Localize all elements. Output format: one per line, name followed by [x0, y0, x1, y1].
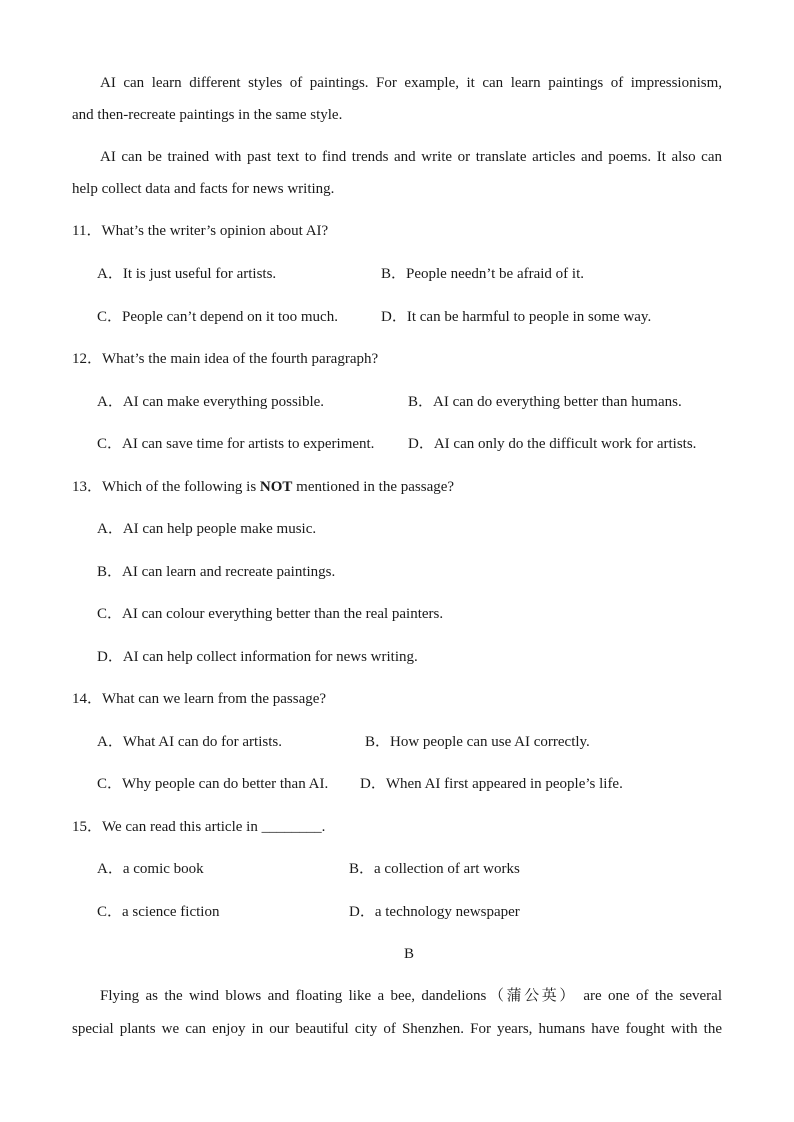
option-label: C． [97, 436, 123, 452]
option-text: People can’t depend on it too much. [122, 309, 338, 325]
question-text: What can we learn from the passage? [102, 691, 327, 707]
option-text: When AI first appeared in people’s life. [385, 776, 623, 792]
option-15-b[interactable] [349, 859, 520, 879]
option-text: It can be harmful to people in some way. [406, 309, 652, 325]
option-13-d[interactable] [97, 647, 418, 667]
question-text-after: mentioned in the passage? [292, 479, 455, 495]
option-label: A． [97, 861, 123, 877]
option-12-a[interactable] [97, 392, 324, 412]
option-text: AI can help collect information for news writing. [122, 649, 418, 665]
option-text: AI can learn and recreate paintings. [122, 564, 336, 580]
question-number: 11． [72, 223, 102, 239]
option-text: AI can make everything possible. [122, 394, 325, 410]
question-number: 15． [72, 819, 103, 835]
section-b-heading: B [403, 946, 414, 962]
passage-a-p1-line2: and then-recreate paintings in the same style. [72, 107, 343, 123]
section-b-line1: Flying as the wind blows and floating like a bee, dandelions（蒲公英） are one of the several [100, 988, 722, 1004]
question-12-stem [72, 349, 378, 369]
option-text: AI can do everything better than humans. [433, 394, 682, 410]
option-text: Why people can do better than AI. [122, 776, 329, 792]
option-13-c[interactable] [97, 604, 443, 624]
option-label: D． [408, 436, 434, 452]
option-label: C． [97, 606, 123, 622]
question-13-stem [72, 477, 454, 497]
option-label: D． [381, 309, 407, 325]
option-15-a[interactable] [97, 859, 204, 879]
option-label: D． [360, 776, 386, 792]
option-text: AI can help people make music. [122, 521, 317, 537]
option-label: B． [408, 394, 434, 410]
passage-a-p2-line2: help collect data and facts for news writing. [72, 181, 335, 197]
option-text: a comic book [122, 861, 204, 877]
option-11-a[interactable] [97, 264, 276, 284]
option-text: It is just useful for artists. [122, 266, 277, 282]
option-label: A． [97, 266, 123, 282]
option-label: C． [97, 904, 123, 920]
question-15-stem [72, 817, 325, 837]
question-11-stem [72, 221, 328, 241]
option-text: What AI can do for artists. [122, 734, 282, 750]
option-14-d[interactable] [360, 774, 623, 794]
option-12-c[interactable] [97, 434, 374, 454]
option-14-a[interactable] [97, 732, 282, 752]
option-text: How people can use AI correctly. [390, 734, 590, 750]
question-text-before: Which of the following is [102, 479, 260, 495]
question-14-stem [72, 689, 326, 709]
option-12-b[interactable] [408, 392, 682, 412]
option-text: People needn’t be afraid of it. [406, 266, 585, 282]
option-label: C． [97, 309, 123, 325]
question-text: What’s the writer’s opinion about AI? [101, 223, 329, 239]
option-14-c[interactable] [97, 774, 328, 794]
option-14-b[interactable] [365, 732, 590, 752]
question-text: What’s the main idea of the fourth paragraph? [102, 351, 379, 367]
option-text: AI can save time for artists to experiment. [122, 436, 375, 452]
option-label: D． [97, 649, 123, 665]
option-label: C． [97, 776, 123, 792]
option-11-c[interactable] [97, 307, 338, 327]
question-number: 14． [72, 691, 103, 707]
option-label: A． [97, 734, 123, 750]
option-text: a technology newspaper [374, 904, 520, 920]
option-label: B． [365, 734, 391, 750]
option-15-c[interactable] [97, 902, 219, 922]
option-13-a[interactable] [97, 519, 316, 539]
option-13-b[interactable] [97, 562, 335, 582]
option-label: B． [349, 861, 375, 877]
question-text: We can read this article in ________. [102, 819, 326, 835]
option-label: B． [381, 266, 407, 282]
option-text: a collection of art works [374, 861, 520, 877]
option-11-b[interactable] [381, 264, 584, 284]
option-label: D． [349, 904, 375, 920]
question-emphasis: NOT [259, 479, 293, 495]
option-label: A． [97, 394, 123, 410]
passage-a-p2-line1: AI can be trained with past text to find trends and write or translate articles and poems. It also can [100, 149, 722, 165]
question-number: 12． [72, 351, 103, 367]
option-15-d[interactable] [349, 902, 520, 922]
option-label: A． [97, 521, 123, 537]
question-number: 13． [72, 479, 103, 495]
option-11-d[interactable] [381, 307, 651, 327]
option-12-d[interactable] [408, 434, 696, 454]
option-text: AI can colour everything better than the real painters. [122, 606, 444, 622]
section-b-line2: special plants we can enjoy in our beautiful city of Shenzhen. For years, humans have fought with the [72, 1021, 722, 1037]
option-text: AI can only do the difficult work for artists. [433, 436, 697, 452]
option-text: a science fiction [122, 904, 220, 920]
passage-a-p1-line1: AI can learn different styles of paintings. For example, it can learn paintings of impressionism, [100, 75, 722, 91]
option-label: B． [97, 564, 123, 580]
